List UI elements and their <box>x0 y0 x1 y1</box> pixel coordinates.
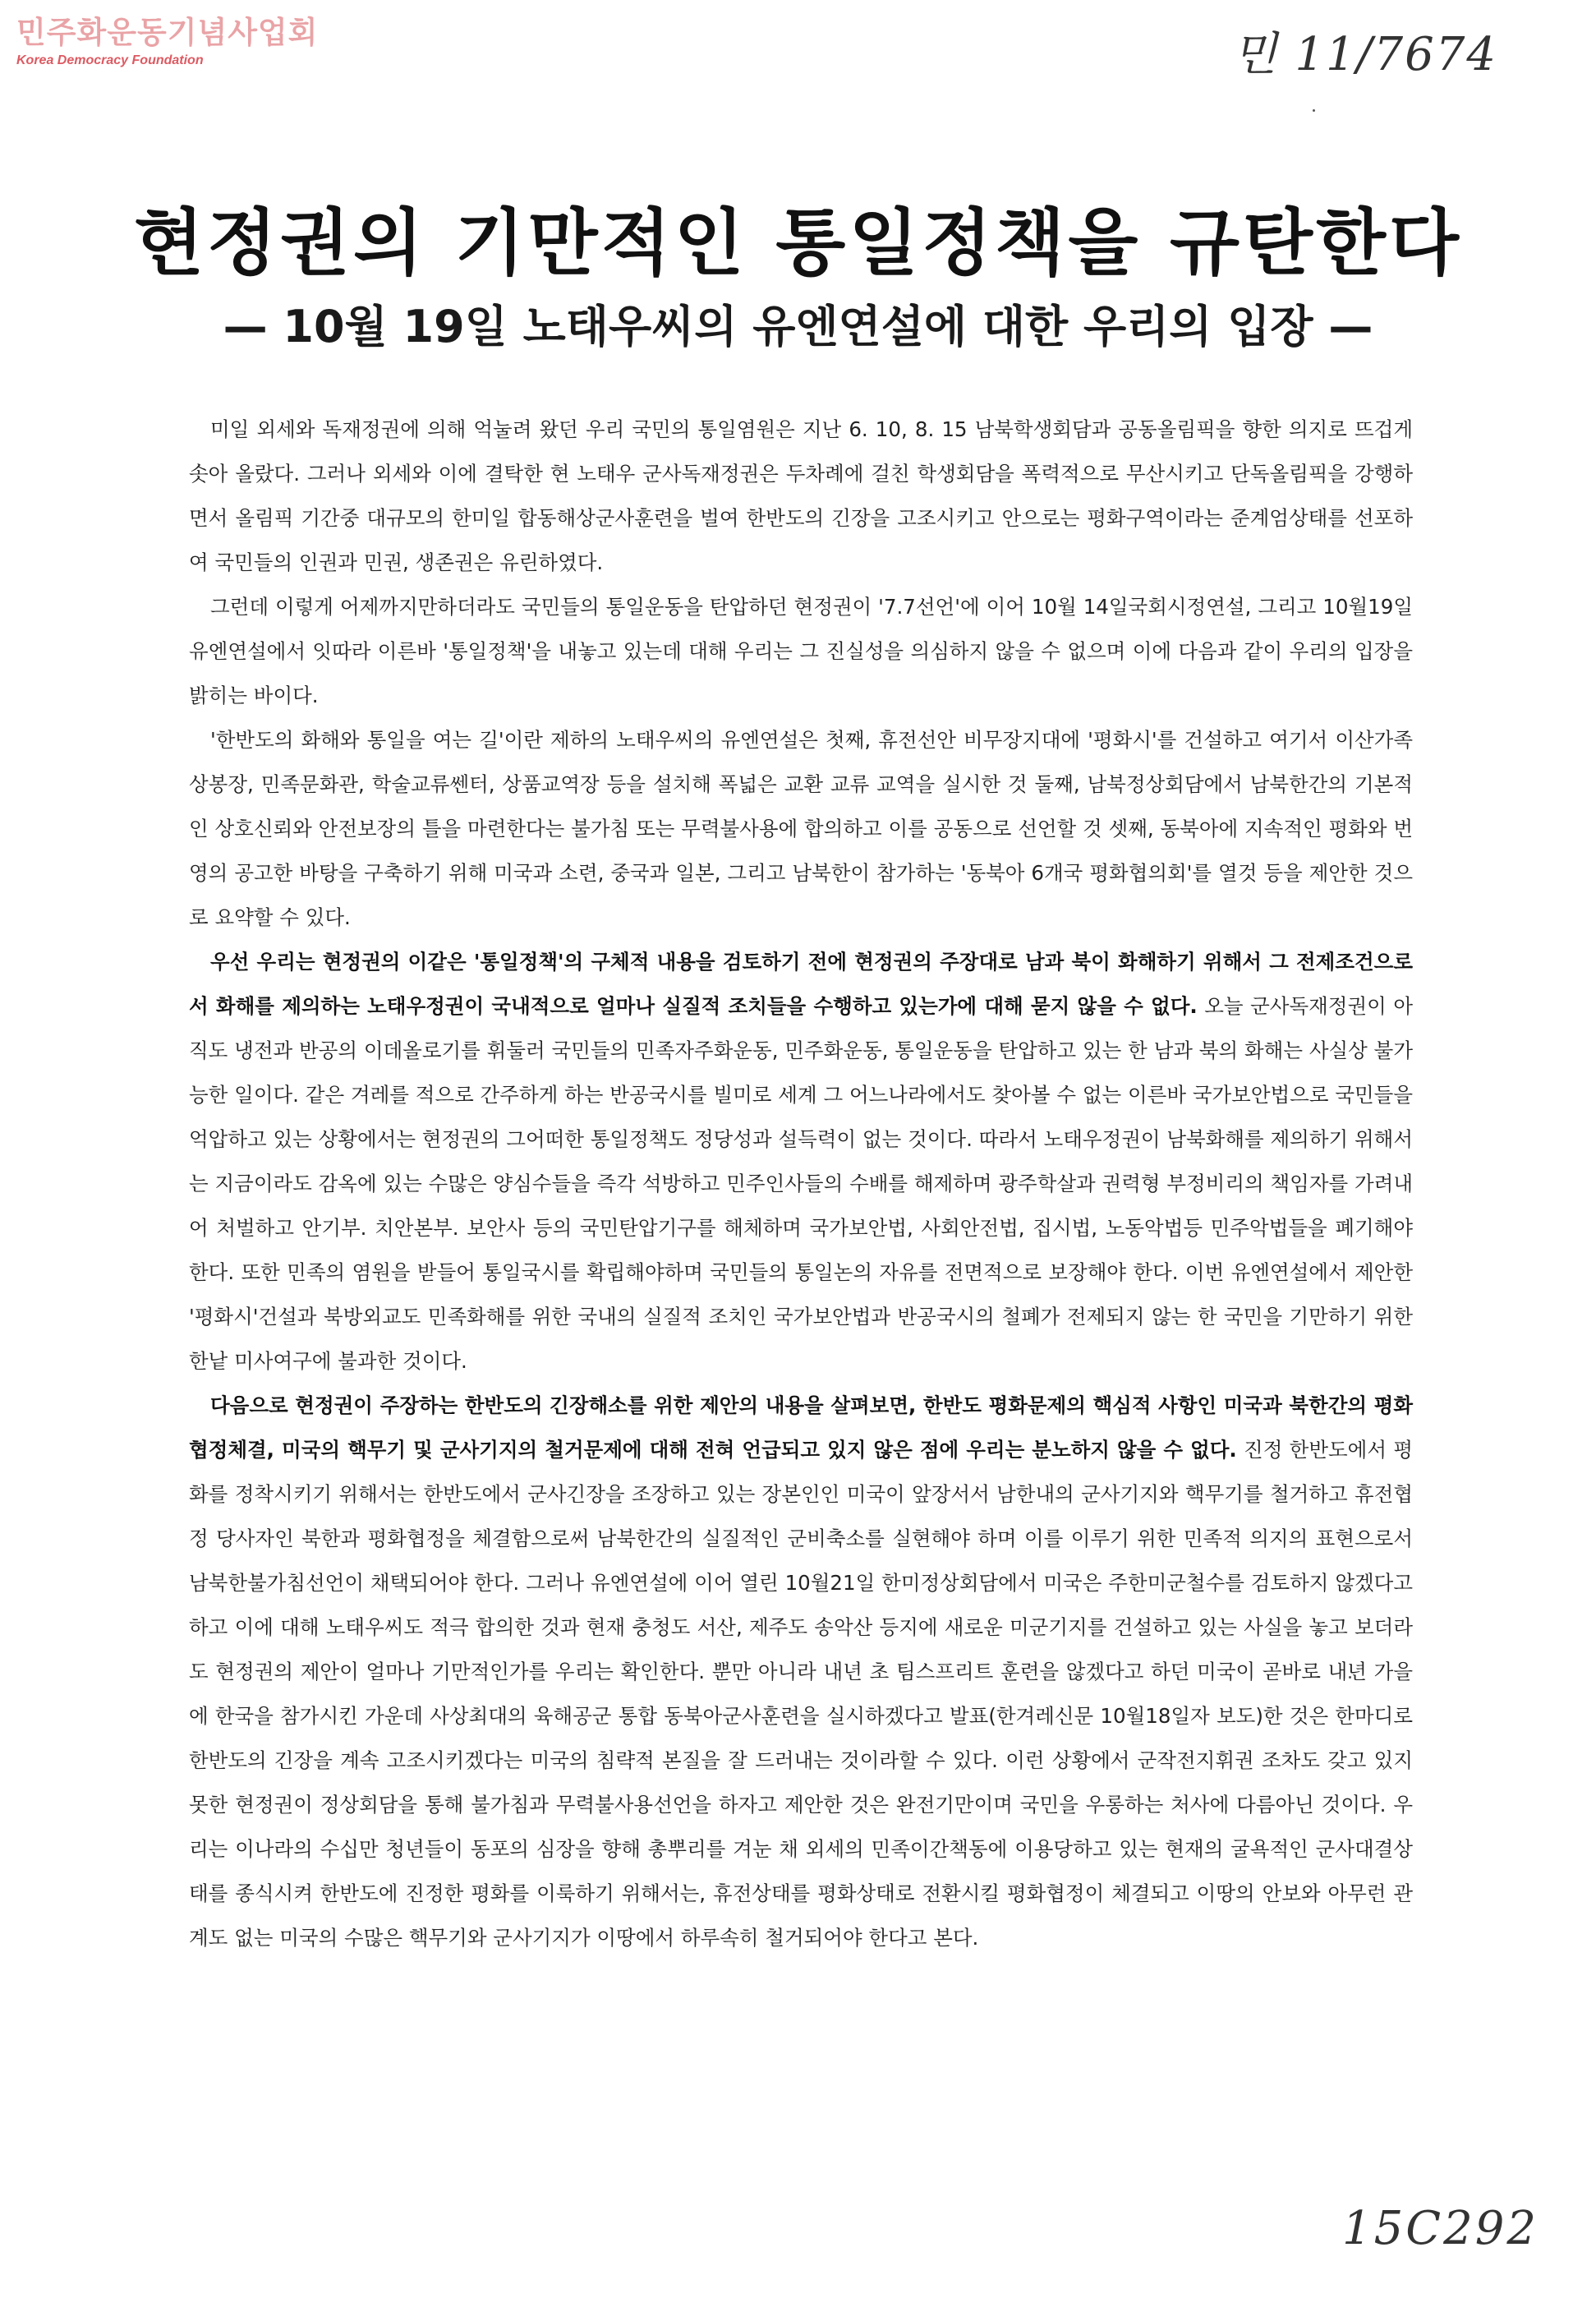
document-body <box>189 408 1413 1960</box>
handwritten-page-code: 15C292 <box>1342 2202 1539 2255</box>
paragraph-emphasis: 다음으로 현정권이 주장하는 한반도의 긴장해소를 위한 제안의 내용을 살펴보면, 한반도 평화문제의 핵심적 사항인 미국과 북한간의 평화협정체결, 미국의 핵무기 및 군사기지의 철거문제에 대해 전혀 언급되고 있지 않은 점에 우리는 분노하지 않을 수 없다. <box>189 1393 1413 1462</box>
scan-speck <box>1313 109 1315 112</box>
foundation-logo <box>16 15 319 69</box>
document-title: 현정권의 기만적인 통일정책을 규탄한다 <box>133 200 1463 285</box>
document-subtitle: — 10월 19일 노태우씨의 유엔연설에 대한 우리의 입장 — <box>223 301 1373 352</box>
paragraph-intro <box>189 408 1413 585</box>
handwritten-archive-number: 민 11/7674 <box>1232 28 1497 81</box>
paragraph-text: 그런데 이렇게 어제까지만하더라도 국민들의 통일운동을 탄압하던 현정권이 '7.7선언'에 이어 10월 14일국회시정연설, 그리고 10월19일 유엔연설에서 잇따라 이른바 '통일정책'을 내놓고 있는데 대해 우리는 그 진실성을 의심하지 않을 수 없으며 이에 다음과 같이 우리의 입장을 밝히는 바이다. <box>189 595 1413 707</box>
logo-korean-name: 민주화운동기념사업회 <box>16 15 319 50</box>
paragraph-text: '한반도의 화해와 통일을 여는 길'이란 제하의 노태우씨의 유엔연설은 첫째, 휴전선안 비무장지대에 '평화시'를 건설하고 여기서 이산가족 상봉장, 민족문화관, 학술교류쎈터, 상품교역장 등을 설치해 폭넓은 교환 교류 교역을 실시한 것 둘째, 남북정상회담에서 남북한간의 기본적인 상호신뢰와 안전보장의 틀을 마련한다는 불가침 또는 무력불사용에 합의하고 이를 공동으로 선언할 것 셋째, 동북아에 지속적인 평화와 번영의 공고한 바탕을 구축하기 위해 미국과 소련, 중국과 일본, 그리고 남북한이 참가하는 '동북아 6개국 평화협의회'를 열것 등을 제안한 것으로 요약할 수 있다. <box>189 728 1413 929</box>
paragraph-domestic-conditions <box>189 940 1413 1384</box>
paragraph-text: 오늘 군사독재정권이 아직도 냉전과 반공의 이데올로기를 휘둘러 국민들의 민족자주화운동, 민주화운동, 통일운동을 탄압하고 있는 한 남과 북의 화해는 사실상 불가능한 일이다. 같은 겨레를 적으로 간주하게 하는 반공국시를 빌미로 세계 그 어느나라에서도 찾아볼 수 없는 이른바 국가보안법으로 국민들을 억압하고 있는 상황에서는 현정권의 그어떠한 통일정책도 정당성과 설득력이 없는 것이다. 따라서 노태우정권이 남북화해를 제의하기 위해서는 지금이라도 감옥에 있는 수많은 양심수들을 즉각 석방하고 민주인사들의 수배를 해제하며 광주학살과 권력형 부정비리의 책임자를 가려내어 처벌하고 안기부. 치안본부. 보안사 등의 국민탄압기구를 해체하며 국가보안법, 사회안전법, 집시법, 노동악법등 민주악법들을 폐기해야 한다. 또한 민족의 염원을 받들어 통일국시를 확립해야하며 국민들의 통일논의 자유를 전면적으로 보장해야 한다. 이번 유엔연설에서 제안한 '평화시'건설과 북방외교도 민족화해를 위한 국내의 실질적 조치인 국가보안법과 반공국시의 철폐가 전제되지 않는 한 국민을 기만하기 위한 한낱 미사여구에 불과한 것이다. <box>189 994 1413 1373</box>
paragraph-tension-reduction <box>189 1384 1413 1960</box>
paragraph-position <box>189 585 1413 718</box>
paragraph-un-speech-summary <box>189 718 1413 940</box>
paragraph-text: 진정 한반도에서 평화를 정착시키기 위해서는 한반도에서 군사긴장을 조장하고 있는 장본인인 미국이 앞장서서 남한내의 군사기지와 핵무기를 철거하고 휴전협정 당사자인 북한과 평화협정을 체결함으로써 남북한간의 실질적인 군비축소를 실현해야 하며 이를 이루기 위한 민족적 의지의 표현으로서 남북한불가침선언이 채택되어야 한다. 그러나 유엔연설에 이어 열린 10월21일 한미정상회담에서 미국은 주한미군철수를 검토하지 않겠다고 하고 이에 대해 노태우씨도 적극 합의한 것과 현재 충청도 서산, 제주도 송악산 등지에 새로운 미군기지를 건설하고 있는 사실을 놓고 보더라도 현정권의 제안이 얼마나 기만적인가를 우리는 확인한다. 뿐만 아니라 내년 초 팀스프리트 훈련을 않겠다고 하던 미국이 곧바로 내년 가을에 한국을 참가시킨 가운데 사상최대의 육해공군 통합 동북아군사훈련을 실시하겠다고 발표(한겨레신문 10월18일자 보도)한 것은 한마디로 한반도의 긴장을 계속 고조시키겠다는 미국의 침략적 본질을 잘 드러내는 것이라할 수 있다. 이런 상황에서 군작전지휘권 조차도 갖고 있지 못한 현정권이 정상회담을 통해 불가침과 무력불사용선언을 하자고 제안한 것은 완전기만이며 국민을 우롱하는 처사에 다름아닌 것이다. 우리는 이나라의 수십만 청년들이 동포의 심장을 향해 총뿌리를 겨눈 채 외세의 민족이간책동에 이용당하고 있는 현재의 굴욕적인 군사대결상태를 종식시켜 한반도에 진정한 평화를 이룩하기 위해서는, 휴전상태를 평화상태로 전환시킬 평화협정이 체결되고 이땅의 안보와 아무런 관계도 없는 미국의 수많은 핵무기와 군사기지가 이땅에서 하루속히 철거되어야 한다고 본다. <box>189 1438 1413 1950</box>
logo-english-name: Korea Democracy Foundation <box>16 53 204 67</box>
paragraph-emphasis: 우선 우리는 현정권의 이같은 '통일정책'의 구체적 내용을 검토하기 전에 현정권의 주장대로 남과 북이 화해하기 위해서 그 전제조건으로서 화해를 제의하는 노태우정권이 국내적으로 얼마나 실질적 조치들을 수행하고 있는가에 대해 묻지 않을 수 없다. <box>189 950 1413 1018</box>
paragraph-text: 미일 외세와 독재정권에 의해 억눌려 왔던 우리 국민의 통일염원은 지난 6. 10, 8. 15 남북학생회담과 공동올림픽을 향한 의지로 뜨겁게 솟아 올랐다. 그러나 외세와 이에 결탁한 현 노태우 군사독재정권은 두차례에 걸친 학생회담을 폭력적으로 무산시키고 단독올림픽을 강행하면서 올림픽 기간중 대규모의 한미일 합동해상군사훈련을 벌여 한반도의 긴장을 고조시키고 안으로는 평화구역이라는 준계엄상태를 선포하여 국민들의 인권과 민권, 생존권은 유린하였다. <box>189 417 1413 574</box>
